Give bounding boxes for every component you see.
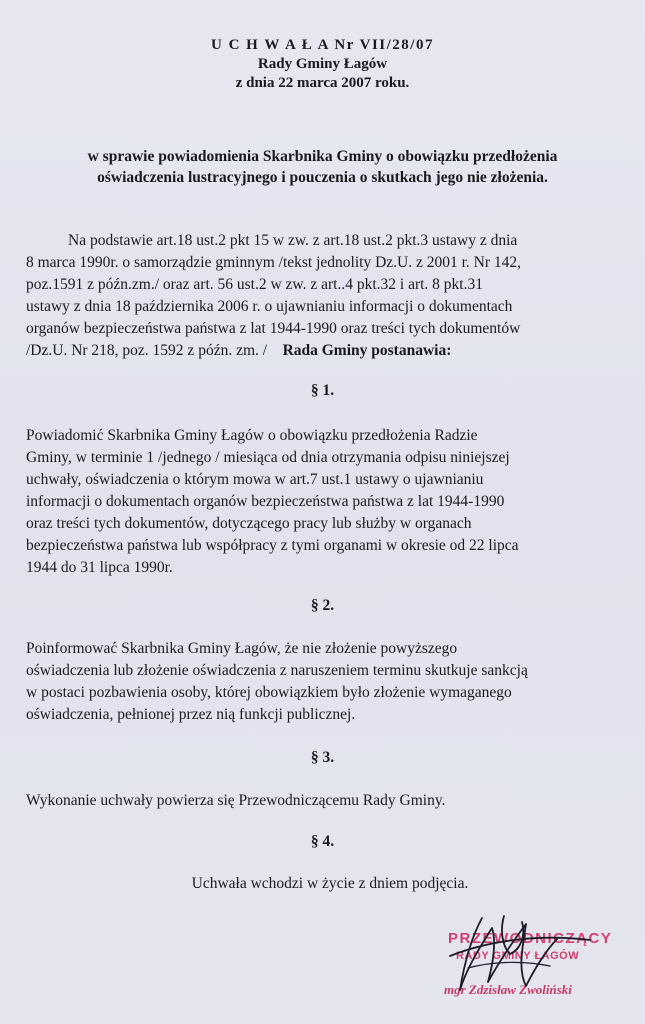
section-line: informacji o dokumentach organów bezpieczeństwa państwa z lat 1944-1990 — [26, 493, 505, 510]
section-line: Poinformować Skarbnika Gminy Łagów, że nie złożenie powyższego — [26, 640, 458, 657]
council-name: Rady Gminy Łagów — [257, 56, 388, 72]
basis-line: ustawy z dnia 18 października 2006 r. o ujawnianiu informacji o dokumentach — [26, 298, 513, 315]
basis-line: Na podstawie art.18 ust.2 pkt 15 w zw. z art.18 ust.2 pkt.3 ustawy z dnia — [68, 232, 518, 249]
section-mark-2: § 2. — [310, 597, 335, 614]
basis-citation: /Dz.U. Nr 218, poz. 1592 z późn. zm. / — [26, 342, 268, 359]
section-4-text — [0, 873, 645, 895]
stamp-title: PRZEWODNICZĄCY — [448, 930, 613, 947]
section-line: Powiadomić Skarbnika Gminy Łagów o obowiązku przedłożenia Radzie — [26, 427, 478, 444]
section-line: oświadczenia, pełnionej przez nią funkcji publicznej. — [26, 706, 356, 723]
legal-basis — [26, 230, 626, 362]
resolution-number: U C H W A Ł A Nr VII/28/07 — [211, 37, 434, 53]
section-1-text — [26, 425, 626, 579]
section-line: oraz treści tych dokumentów, dotyczącego pracy lub służby w organach — [26, 515, 472, 532]
section-line: oświadczenia lub złożenie oświadczenia z naruszeniem terminu skutkuje sankcją — [26, 662, 528, 679]
section-mark-1: § 1. — [310, 382, 335, 399]
council-resolves: Rada Gminy postanawia: — [282, 342, 452, 359]
signature-block — [420, 910, 630, 1010]
resolution-header — [0, 36, 645, 93]
basis-line: organów bezpieczeństwa państwa z lat 1944-1990 oraz treści tych dokumentów — [26, 320, 521, 337]
stamp-name: mgr Zdzisław Zwoliński — [444, 982, 572, 997]
section-2-text — [26, 638, 626, 726]
basis-line: poz.1591 z późn.zm./ oraz art. 56 ust.2 w zw. z art..4 pkt.32 i art. 8 pkt.31 — [26, 276, 483, 293]
section-mark-3: § 3. — [310, 749, 335, 766]
section-line: 1944 do 31 lipca 1990r. — [26, 559, 173, 576]
stamp-subtitle: RADY GMINY ŁAGÓW — [456, 950, 580, 962]
resolution-subject — [20, 146, 625, 188]
subject-line: oświadczenia lustracyjnego i pouczenia o skutkach jego nie złożenia. — [97, 169, 548, 186]
handwritten-signature — [430, 910, 600, 1010]
section-line: uchwały, oświadczenia o którym mowa w art.7 ust.1 ustawy o ujawnianiu — [26, 471, 484, 488]
basis-line-last — [26, 340, 626, 362]
subject-line: w sprawie powiadomienia Skarbnika Gminy o obowiązku przedłożenia — [87, 148, 558, 165]
section-line: Uchwała wchodzi w życie z dniem podjęcia. — [191, 875, 469, 892]
section-line: w postaci pozbawienia osoby, której obowiązkiem było złożenie wymaganego — [26, 684, 512, 701]
basis-line: 8 marca 1990r. o samorządzie gminnym /tekst jednolity Dz.U. z 2001 r. Nr 142, — [26, 254, 522, 271]
section-line: Wykonanie uchwały powierza się Przewodniczącemu Rady Gminy. — [26, 792, 446, 809]
resolution-date: z dnia 22 marca 2007 roku. — [235, 75, 410, 91]
section-line: bezpieczeństwa państwa lub współpracy z tymi organami w okresie od 22 lipca — [26, 537, 519, 554]
section-mark-4: § 4. — [310, 833, 335, 850]
section-line: Gminy, w terminie 1 /jednego / miesiąca od dnia otrzymania odpisu niniejszej — [26, 449, 510, 466]
section-3-text — [26, 790, 626, 812]
